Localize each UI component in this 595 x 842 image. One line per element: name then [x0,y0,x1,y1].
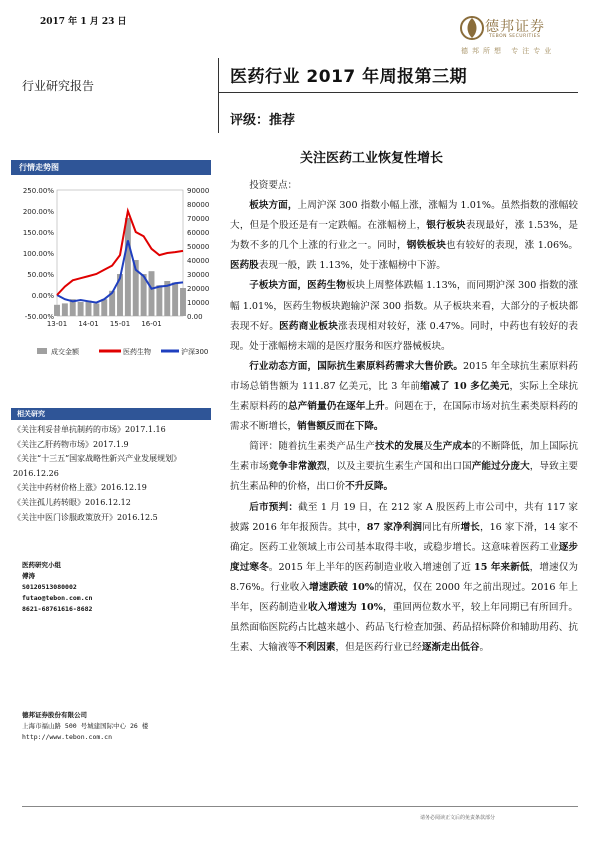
related-research-title: 相关研究 [17,410,45,418]
logo-mark-icon [459,14,485,42]
volume-bar [54,305,60,316]
related-item[interactable]: 《关注孤儿药转眼》2016.12.12 [13,497,131,507]
y-left-tick-label: -50.00% [24,313,54,321]
volume-bar [86,301,92,316]
company-website[interactable]: http://www.tebon.com.cn [22,733,113,741]
analyst-name: 傅涛 [22,572,35,580]
volume-bar [93,303,99,316]
rating: 评级：推荐 [230,113,296,128]
company-name: 德邦证券股份有限公司 [22,711,87,719]
y-left-tick-label: 100.00% [22,250,54,258]
headline: 关注医药工业恢复性增长 [300,151,444,166]
y-left-tick-label: 200.00% [22,208,54,216]
volume-bar [156,285,162,316]
y-right-tick-label: 90000 [187,187,210,195]
volume-bar [172,282,178,316]
related-research-header [11,408,211,420]
related-item[interactable] [13,452,218,481]
chart-svg [11,176,211,371]
logo-slogan: 德邦所想 专注专业 [461,47,556,55]
volume-bar [149,271,155,316]
y-left-tick-label: 150.00% [22,229,54,237]
legend-volume-label: 成交金额 [51,348,79,356]
chart-header [11,160,211,175]
analyst-phone: 8621-68761616-8682 [22,605,93,613]
x-tick-label: 15-01 [109,320,131,328]
related-item-text: 《关注“十三五”国家战略性新兴产业发展规划》2016.12.26 [13,454,182,478]
analyst-info [22,560,92,615]
analyst-group: 医药研究小组 [22,561,61,569]
chart-title: 行情走势图 [19,163,59,172]
y-right-tick-label: 20000 [187,285,210,293]
report-body [230,176,578,658]
y-right-tick-label: 0.00 [187,313,203,321]
y-right-tick-label: 30000 [187,271,210,279]
page-title: 医药行业 2017 年周报第三期 [230,67,468,87]
analyst-cert: S0120513080002 [22,583,77,591]
y-left-tick-label: 250.00% [22,187,54,195]
y-left-tick-label: 0.00% [31,292,54,300]
related-item[interactable]: 《关注中医门诊服政策放开》2016.12.5 [13,512,158,522]
related-item[interactable]: 《关注利妥昔单抗制药的市场》2017.1.16 [13,425,166,434]
y-right-tick-label: 70000 [187,215,210,223]
y-right-tick-label: 80000 [187,201,210,209]
footer-divider [22,806,578,807]
y-right-tick-label: 10000 [187,299,210,307]
report-type: 行业研究报告 [22,79,95,93]
paragraph-sector: 板块方面，上周沪深 300 指数小幅上涨，涨幅为 1.01%。虽然指数的涨幅较大，但是个股还是有一定跌幅。在涨幅榜上，银行板块表现最好，涨 1.53%，是为数不多的几个上涨的行业之一。同时，钢铁板块也有较好的表现，涨 1.06%。医药股表现一般，跌 1.13%，处于涨幅榜中下游。 [230,200,579,272]
paragraph-outlook: 后市预判：截至 1 月 19 日，在 212 家 A 股医药上市公司中，共有 117 家披露 2016 年年报预告。其中，87 家净利润同比有所增长，16 家下滑，14 家不确定。医药工业领域上市公司基本取得丰收，或稳步增长。这意味着医药工业逐步度过寒冬。2015 年上半年的医药制造业收入增速创了近 15 年来新低，增速仅为 8.76%。行业收入增速跌破 10%的情况，仅在 2000 年之前出现过。2016 年上半年，医药制造业收入增速为 10%，重回两位数水平，较上年同期已有所回升。虽然面临医院药占比越来越小、药品飞行检查加强、药品招标降价和辅助用药、抗生素、大输液等不利因素，但是医药行业已经逐渐走出低谷。 [230,501,579,654]
company-address: 上海市福山路 500 号城建国际中心 26 楼 [22,722,149,730]
volume-bar [180,288,186,316]
volume-bar [78,302,84,316]
x-tick-label: 13-01 [46,320,68,328]
y-left-tick-label: 50.00% [27,271,54,279]
logo-english-name: TEBON SECURITIES [489,34,541,39]
y-right-tick-label: 50000 [187,243,210,251]
x-tick-label: 16-01 [141,320,162,328]
legend-volume-swatch [37,348,47,354]
y-right-tick-label: 40000 [187,257,210,265]
header-divider-vertical [218,58,219,133]
legend-csi300-label: 沪深300 [181,348,209,356]
company-info [22,710,148,743]
footer-disclaimer: 请务必阅读正文后的免责条款部分 [420,815,496,821]
related-item[interactable]: 《关注乙肝药物市场》2017.1.9 [13,439,129,449]
logo-name: 德邦证券 [485,19,545,35]
intro: 投资要点： [249,180,298,191]
paragraph-comment: 简评：随着抗生素类产品生产技术的发展及生产成本的不断降低，加上国际抗生素市场竞争非常激烈，以及主要抗生素生产国和出口国产能过分庞大，导致主要抗生素品种的价格，出口价不升反降。 [230,441,579,493]
legend-pharma-label: 医药生物 [123,348,151,356]
volume-bar [101,299,107,316]
analyst-email[interactable]: futao@tebon.com.cn [22,594,93,602]
volume-bar [62,303,68,316]
y-right-tick-label: 60000 [187,229,210,237]
related-item[interactable]: 《关注中药材价格上涨》2016.12.19 [13,483,147,493]
paragraph-industry-news: 行业动态方面，国际抗生素原料药需求大售价跌。2015 年全球抗生素原料药市场总销售额为 111.87 亿美元，比 3 年前缩减了 10 多亿美元，实际上全球抗生素原料药的总产销量仍在逐年上升。问题在于，在国际市场对抗生素类原料药的需求不断增长，销售额反而在下降。 [230,360,579,433]
market-trend-chart [11,176,211,371]
x-tick-label: 14-01 [78,320,99,328]
report-date: 2017 年 1 月 23 日 [40,17,127,27]
paragraph-subsector: 子板块方面，医药生物板块上周整体跌幅 1.13%，而同期沪深 300 指数的涨幅 1.01%，医药生物板块跑输沪深 300 指数。从子板块来看，大部分的子板块都表现不好。医药商业板块涨表现相对较好，涨 0.47%。同时，中药也有较好的表现。处于涨幅榜末端的是医疗服务和医疗器械板块。 [230,280,579,352]
header-divider-horizontal [218,92,578,93]
volume-bar [125,218,131,316]
company-logo [455,10,580,60]
related-research-list [13,423,218,525]
